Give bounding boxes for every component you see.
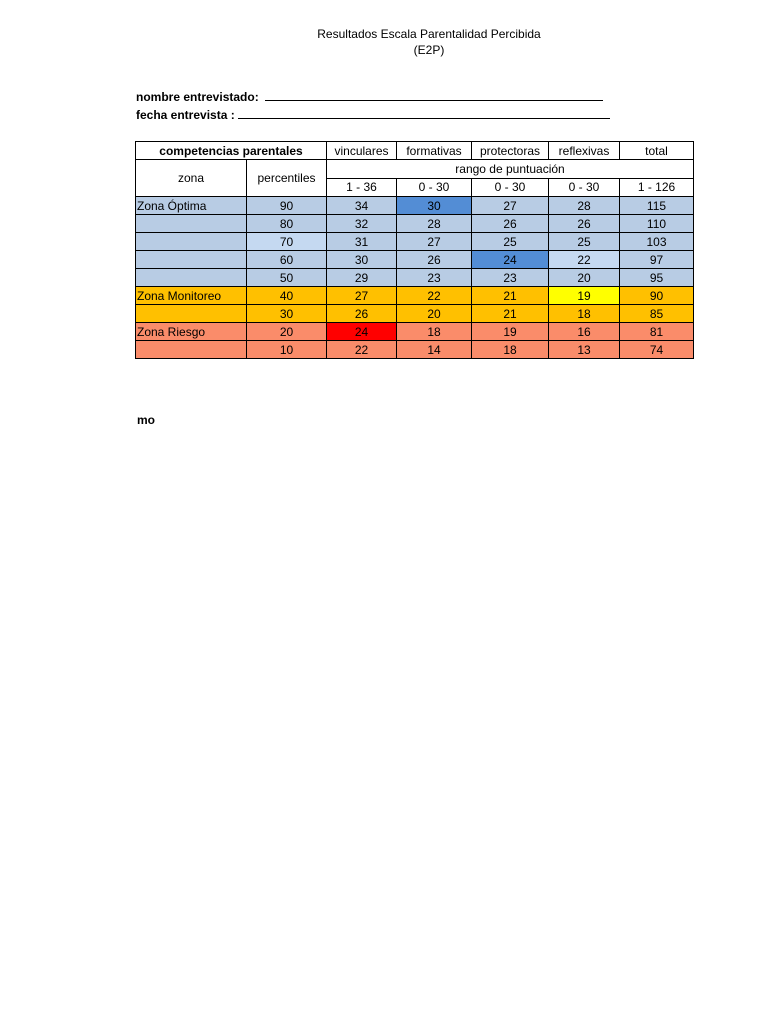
table-row (136, 323, 694, 341)
header-row-competencias (136, 142, 694, 160)
header-total: total (620, 142, 694, 160)
value-cell: 29 (327, 269, 397, 287)
value-cell: 31 (327, 233, 397, 251)
table-row (136, 197, 694, 215)
header-competencias: competencias parentales (136, 142, 327, 160)
value-cell: 26 (397, 251, 472, 269)
value-cell: 20 (397, 305, 472, 323)
value-cell: 26 (327, 305, 397, 323)
value-cell: 34 (327, 197, 397, 215)
nombre-blank-line[interactable] (265, 89, 603, 101)
value-cell: 97 (620, 251, 694, 269)
footnote-text: mo (137, 413, 155, 427)
value-cell: 21 (472, 305, 549, 323)
zona-cell: Zona Riesgo (136, 323, 247, 341)
value-cell: 13 (549, 341, 620, 359)
value-cell: 27 (397, 233, 472, 251)
document-subtitle: (E2P) (413, 43, 445, 57)
zona-cell: Zona Óptima (136, 197, 247, 215)
value-cell: 95 (620, 269, 694, 287)
value-cell-highlighted: 24 (472, 251, 549, 269)
value-cell: 21 (472, 287, 549, 305)
value-cell: 25 (549, 233, 620, 251)
table-row (136, 215, 694, 233)
value-cell: 85 (620, 305, 694, 323)
header-reflexivas: reflexivas (549, 142, 620, 160)
value-cell: 28 (549, 197, 620, 215)
fecha-field (136, 107, 610, 123)
value-cell: 25 (472, 233, 549, 251)
value-cell: 20 (549, 269, 620, 287)
value-cell: 32 (327, 215, 397, 233)
range-formativas: 0 - 30 (397, 178, 472, 197)
value-cell-highlighted: 30 (397, 197, 472, 215)
range-reflexivas: 0 - 30 (549, 178, 620, 197)
value-cell: 81 (620, 323, 694, 341)
value-cell: 27 (472, 197, 549, 215)
percentil-cell: 70 (247, 233, 327, 251)
value-cell: 28 (397, 215, 472, 233)
nombre-label: nombre entrevistado: (136, 90, 259, 104)
value-cell: 18 (397, 323, 472, 341)
value-cell: 26 (549, 215, 620, 233)
value-cell: 18 (549, 305, 620, 323)
value-cell: 23 (472, 269, 549, 287)
percentil-cell: 50 (247, 269, 327, 287)
value-cell: 14 (397, 341, 472, 359)
value-cell: 27 (327, 287, 397, 305)
table-row (136, 251, 694, 269)
zona-cell: Zona Monitoreo (136, 287, 247, 305)
value-cell: 23 (397, 269, 472, 287)
header-rango: rango de puntuación (327, 160, 694, 179)
header-percentiles: percentiles (247, 160, 327, 197)
value-cell: 22 (327, 341, 397, 359)
value-cell: 19 (472, 323, 549, 341)
value-cell: 115 (620, 197, 694, 215)
value-cell: 30 (327, 251, 397, 269)
header-protectoras: protectoras (472, 142, 549, 160)
zona-cell (136, 269, 247, 287)
value-cell-highlighted: 19 (549, 287, 620, 305)
percentil-cell: 40 (247, 287, 327, 305)
value-cell: 18 (472, 341, 549, 359)
zona-cell (136, 305, 247, 323)
header-row-rango (136, 160, 694, 179)
value-cell: 110 (620, 215, 694, 233)
fecha-label: fecha entrevista : (136, 108, 235, 122)
nombre-field (136, 89, 603, 105)
value-cell: 26 (472, 215, 549, 233)
fecha-blank-line[interactable] (238, 107, 610, 119)
document-title: Resultados Escala Parentalidad Percibida (317, 27, 541, 41)
range-protectoras: 0 - 30 (472, 178, 549, 197)
table-row (136, 287, 694, 305)
value-cell-highlighted: 24 (327, 323, 397, 341)
zona-cell (136, 215, 247, 233)
header-zona: zona (136, 160, 247, 197)
header-formativas: formativas (397, 142, 472, 160)
table-row (136, 305, 694, 323)
value-cell: 22 (549, 251, 620, 269)
percentil-cell: 30 (247, 305, 327, 323)
range-vinculares: 1 - 36 (327, 178, 397, 197)
value-cell: 103 (620, 233, 694, 251)
results-table (135, 141, 694, 359)
zona-cell (136, 251, 247, 269)
table-row (136, 233, 694, 251)
header-vinculares: vinculares (327, 142, 397, 160)
value-cell: 90 (620, 287, 694, 305)
zona-cell (136, 341, 247, 359)
percentil-cell: 60 (247, 251, 327, 269)
percentil-cell: 80 (247, 215, 327, 233)
value-cell: 74 (620, 341, 694, 359)
percentil-cell: 90 (247, 197, 327, 215)
table-row (136, 269, 694, 287)
percentil-cell: 20 (247, 323, 327, 341)
value-cell: 22 (397, 287, 472, 305)
value-cell: 16 (549, 323, 620, 341)
range-total: 1 - 126 (620, 178, 694, 197)
zona-cell (136, 233, 247, 251)
percentil-cell: 10 (247, 341, 327, 359)
table-row (136, 341, 694, 359)
